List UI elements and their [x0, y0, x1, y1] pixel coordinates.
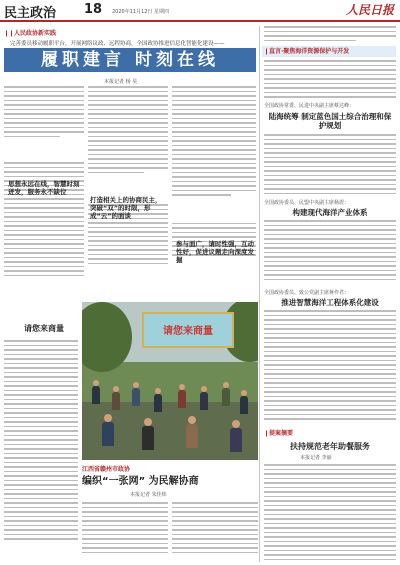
- article-subhead-1: 思想永远在线，智慧时刻迸发，服务永不缺位: [8, 180, 80, 197]
- article-subhead-2: 打造相关上的协商民主，突破“双”的时限，形成“云”的面谈: [90, 196, 162, 221]
- right-top-text: [264, 26, 396, 44]
- lower-region: 江西省赣州市政协: [82, 466, 131, 473]
- section-name: 民主政治: [4, 6, 57, 21]
- right-a4-title: 扶持规范老年助餐服务: [290, 442, 370, 451]
- right-column2-header: ❙提案摘要: [264, 430, 294, 437]
- lower-left-text: [4, 340, 78, 560]
- right-column-header: ❙直言·聚焦海洋资源保护与开发: [264, 48, 350, 55]
- article-column-2: [88, 86, 168, 298]
- right-a4-byline: 本报记者 李丽: [300, 455, 332, 461]
- column-divider: [259, 26, 260, 562]
- right-a4-text: [264, 464, 396, 562]
- report-title: 履职建言 时刻在线: [4, 48, 256, 72]
- right-a1-kicker: 全国政协常委、民进中央副主席蔡达峰：: [264, 103, 355, 109]
- newspaper-logo: 人民日报: [345, 3, 394, 17]
- right-a3-text: [264, 310, 396, 420]
- article-subhead-3: 参与面广，请时性强，互动性好，促进议题走向深度发掘: [176, 240, 254, 265]
- photo-banner: [142, 312, 234, 348]
- right-a2-title: 构建现代海洋产业体系: [292, 208, 368, 217]
- right-intro-text: [264, 60, 396, 100]
- lower-byline: 本报记者 朱佳炜: [130, 492, 167, 498]
- lower-text-col-2: [172, 502, 258, 562]
- page-number: 18: [84, 2, 103, 17]
- masthead: [0, 0, 400, 22]
- right-a3-kicker: 全国政协委员、致公党副主席蒋作君：: [264, 290, 350, 296]
- right-a1-title: 陆海统筹 制定蓝色国土综合治理和保护规划: [268, 112, 392, 131]
- report-subtitle: 完善委员移动履职平台，开展网络议政、远程协商，全国政协推进信息化智能化建设——: [10, 41, 225, 47]
- issue-date: 2020年11月12日 星期四: [112, 9, 170, 15]
- lower-headline: 编织“一张网” 为民解协商: [82, 476, 199, 487]
- lower-text-col-1: [82, 502, 168, 562]
- meeting-photo: [82, 302, 258, 460]
- right-a1-text: [264, 134, 396, 194]
- article-column-3: [172, 86, 256, 298]
- right-a2-kicker: 全国政协委员、民盟中央副主席杨震：: [264, 200, 350, 206]
- report-byline: 本报记者 杨 昊: [104, 79, 138, 85]
- right-a2-text: [264, 220, 396, 280]
- right-a3-title: 推进智慧海洋工程体系化建设: [281, 298, 379, 307]
- column-kicker: ❙❙人民政协新实践: [4, 30, 57, 37]
- column-label: 请您来商量: [24, 324, 64, 333]
- photo-banner-text: 请您来商量: [163, 326, 213, 337]
